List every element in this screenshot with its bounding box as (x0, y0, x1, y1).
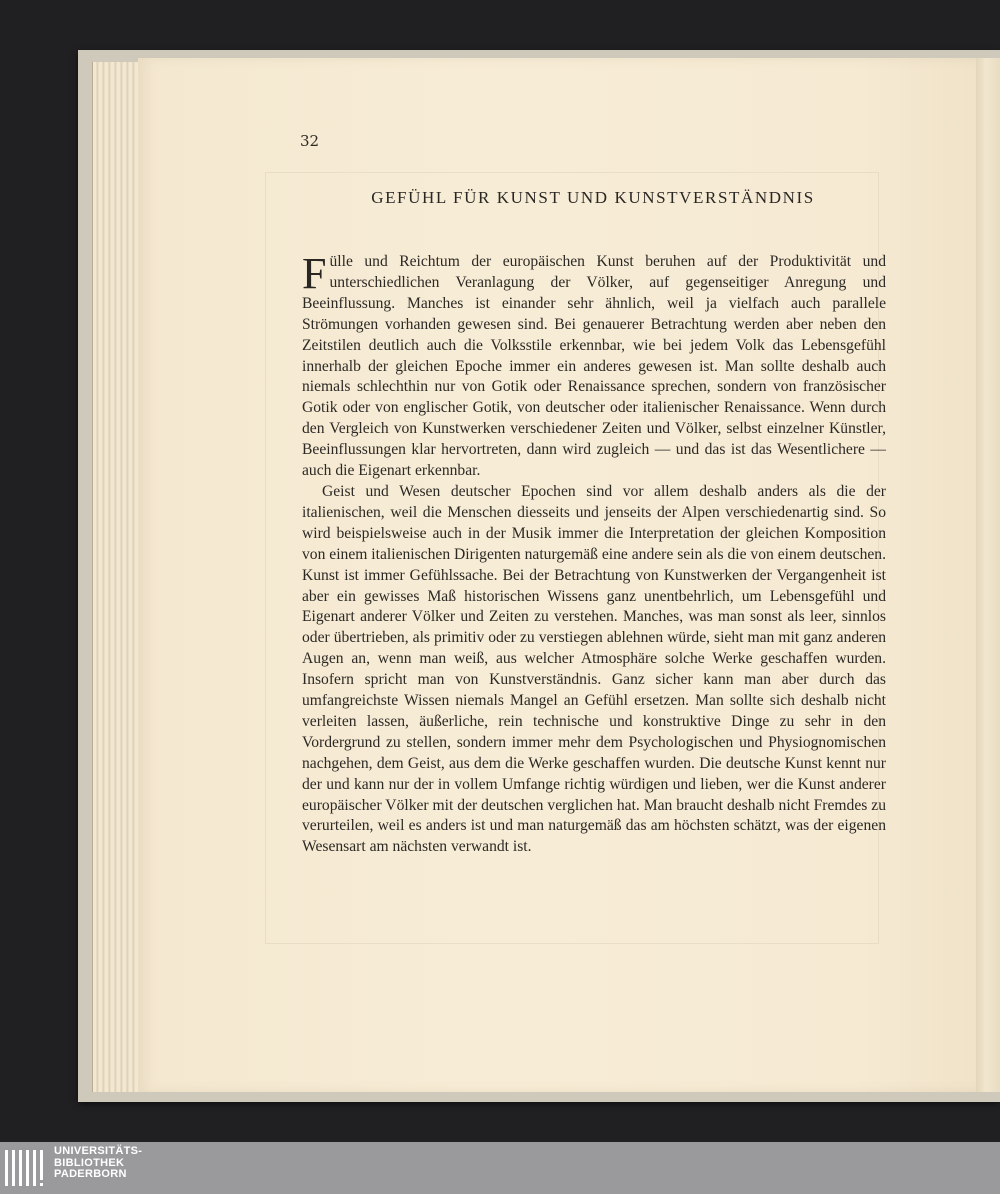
paragraph-1-text: ülle und Reichtum der europäischen Kunst beruhen auf der Produktivität und unterschiedlichen Veranlagung der Völker, auf gegenseitiger Anregung und Beeinflussung. Manches ist einander sehr ähnlich, weil ja vielfach auch parallele Strömungen vorhanden gewesen sind. Bei genauerer Betrachtung werden aber neben den Zeitstilen deutlich auch die Volksstile erkennbar, wie bei jedem Volk das Lebensgefühl innerhalb der gleichen Epoche immer ein anderes gewesen ist. Man sollte deshalb auch niemals schlechthin nur von Gotik oder Renaissance sprechen, sondern von französischer Gotik oder von englischer Gotik, von deutscher oder italienischer Renaissance. Wenn durch den Vergleich von Kunstwerken verschiedener Zeiten und Völker, selbst einzelner Künstler, Beeinflussungen klar hervortreten, dann wird zugleich — und das ist das Wesentlichere — auch die Eigenart erkennbar. (302, 253, 886, 480)
logo-line: PADERBORN (54, 1168, 127, 1180)
paragraph-1 (302, 249, 886, 482)
library-logo-text (54, 1146, 142, 1181)
logo-line: BIBLIOTHEK (54, 1156, 125, 1169)
body-text (302, 249, 886, 858)
logo-line: UNIVERSITÄTS- (54, 1145, 143, 1157)
library-footer-bar (0, 1142, 1000, 1194)
page-edges (92, 62, 143, 1092)
chapter-heading: GEFÜHL FÜR KUNST UND KUNSTVERSTÄNDNIS (371, 188, 815, 207)
facing-page-edge (976, 58, 1000, 1092)
page-number: 32 (300, 132, 320, 150)
library-logo-icon (2, 1146, 50, 1190)
paragraph-2: Geist und Wesen deutscher Epochen sind vor allem deshalb anders als die der italienischen, weil die Menschen diesseits und jenseits der Alpen verschiedenartig sind. So wird beispielsweise auch in der Musik immer die Interpretation der gleichen Komposition von einem italienischen Dirigenten naturgemäß eine andere sein als die von einem deutschen. Kunst ist immer Gefühlssache. Bei der Betrachtung von Kunstwerken der Vergangenheit ist aber ein gewisses Maß historischen Wissens ganz unentbehrlich, um Lebensgefühl und Eigenart anderer Völker und Zeiten zu verstehen. Manches, was man sonst als leer, sinnlos oder übertrieben, als primitiv oder zu verstiegen ablehnen würde, sieht man mit ganz anderen Augen an, wenn man weiß, aus welcher Atmosphäre solche Werke geschaffen wurden. Insofern spricht man von Kunstverständnis. Ganz sicher kann man aber durch das umfangreichste Wissen niemals Mangel an Gefühl ersetzen. Man sollte sich deshalb nicht verleiten lassen, äußerliche, rein technische und konstruktive Dinge zu sehr in den Vordergrund zu stellen, sondern immer mehr dem Psychologischen und Physiognomischen nachgehen, dem Geist, aus dem die Werke geschaffen wurden. Die deutsche Kunst kennt nur der und kann nur der in vollem Umfange richtig würdigen und lieben, wer die Kunst anderer europäischer Völker mit der deutschen verglichen hat. Man braucht deshalb nicht Fremdes zu verurteilen, weil es anders ist und man naturgemäß das am höchsten schätzt, was der eigenen Wesensart am nächsten verwandt ist. (302, 482, 886, 856)
drop-cap: F (302, 249, 327, 298)
